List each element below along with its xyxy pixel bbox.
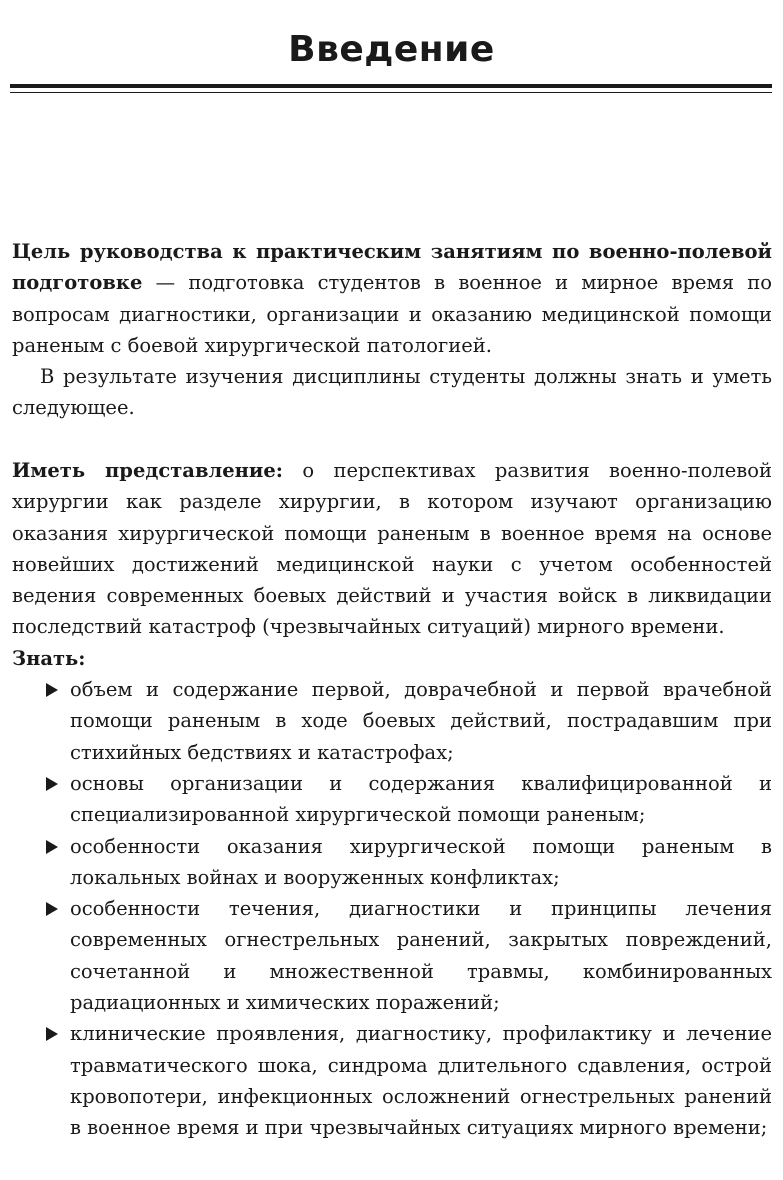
- know-item-text: основы организации и содержания квалифицированной и специализированной хирургической помощи раненым;: [70, 771, 772, 827]
- know-list: [12, 674, 772, 1143]
- know-list-item: [12, 831, 772, 894]
- triangle-bullet-icon: [46, 902, 58, 916]
- result-paragraph: В результате изучения дисциплины студенты должны знать и уметь следующее.: [12, 365, 772, 420]
- concept-label: Иметь представление:: [12, 459, 283, 482]
- know-item-text: особенности течения, диагностики и принципы лечения современных огнестрельных ранений, закрытых повреждений, сочетанной и множественной травмы, комбинированных радиационных и химических поражений;: [70, 897, 772, 1015]
- know-list-item: [12, 1018, 772, 1143]
- know-item-text: клинические проявления, диагностику, профилактику и лечение травматического шока, синдрома длительного сдавления, острой кровопотери, инфекционных осложнений огнестрельных ранений в военное время и при чрезвычайных ситуациях мирного времени;: [70, 1022, 772, 1140]
- intro-section: [12, 236, 772, 424]
- know-list-item: [12, 893, 772, 1018]
- know-list-item: [12, 674, 772, 768]
- triangle-bullet-icon: [46, 777, 58, 791]
- concept-text: о перспективах развития военно-полевой хирургии как разделе хирургии, в котором изучают организацию оказания хирургической помощи раненым в военное время на основе новейших достижений медицинской науки с учетом особенностей ведения современных боевых действий и участия войск в ликвидации последствий катастроф (чрезвычайных ситуаций) мирного времени.: [12, 459, 773, 639]
- know-item-text: особенности оказания хирургической помощи раненым в локальных войнах и вооруженных конфликтах;: [70, 834, 772, 889]
- triangle-bullet-icon: [46, 1027, 58, 1041]
- concept-section: [12, 455, 772, 1144]
- title-rule-thin: [10, 92, 772, 93]
- page-title: Введение: [288, 29, 495, 71]
- concept-paragraph: [12, 455, 772, 643]
- know-item-text: объем и содержание первой, доврачебной и первой врачебной помощи раненым в ходе боевых действий, пострадавшим при стихийных бедствиях и катастрофах;: [70, 678, 772, 764]
- goal-paragraph: [12, 236, 772, 361]
- title-rule-thick: [10, 84, 772, 88]
- know-heading: Знать:: [12, 646, 86, 670]
- know-list-item: [12, 768, 772, 831]
- triangle-bullet-icon: [46, 840, 58, 854]
- goal-bold-text: Цель руководства к практическим занятиям по военно-полевой подготовке: [12, 240, 772, 295]
- goal-text: — подготовка студентов в военное и мирное время по вопросам диагностики, организации и оказанию медицинской помощи раненым с боевой хирургической патологией.: [12, 271, 772, 357]
- triangle-bullet-icon: [46, 683, 58, 697]
